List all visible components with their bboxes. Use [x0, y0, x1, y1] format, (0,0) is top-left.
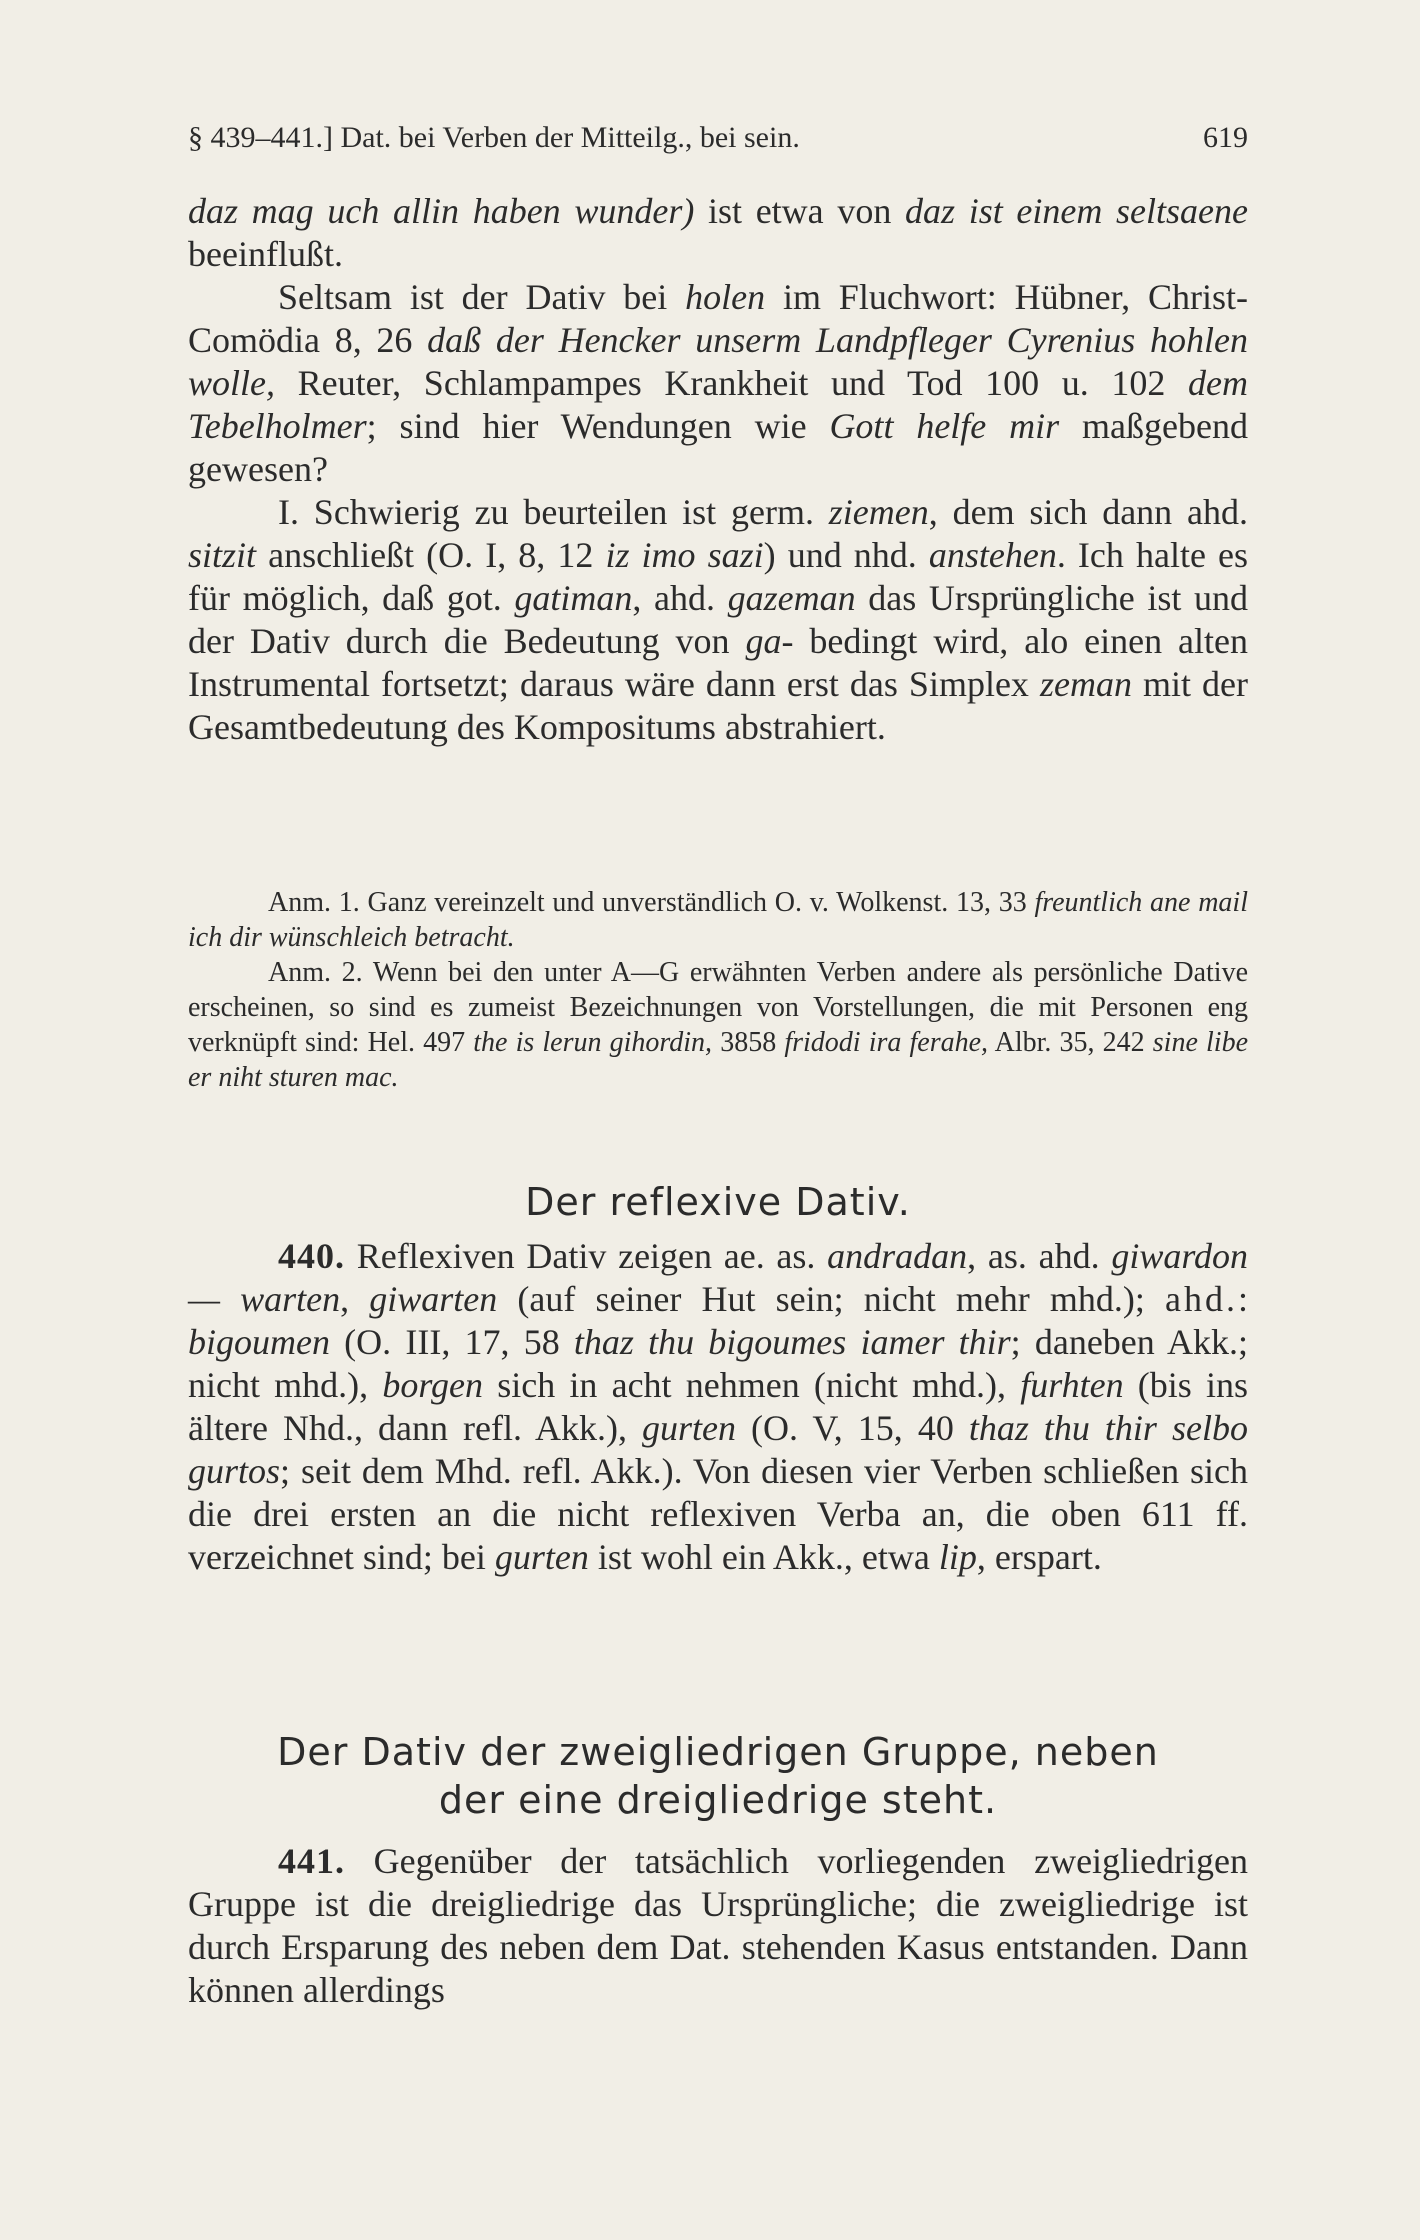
paragraph-441: 441. Gegenüber der tatsächlich vorliegenden zweigliedrigen Gruppe ist die dreigliedrige das Ursprüngliche; die zweigliedrige ist durch Ersparung des neben dem Dat. stehenden Kasus entstanden. Dann können allerdings: [188, 1841, 1248, 2010]
section-number-441: 441.: [278, 1841, 345, 1881]
running-head-text: § 439–441.] Dat. bei Verben der Mitteilg., bei sein.: [188, 121, 800, 154]
heading-line-2: der eine dreigliedrige steht.: [438, 1778, 998, 1822]
note-anm-1: Anm. 1. Ganz vereinzelt und unverständlich O. v. Wolkenst. 13, 33 freuntlich ane mail ich dir wünschleich betracht.: [188, 887, 1248, 953]
paragraph-holen: Seltsam ist der Dativ bei holen im Fluchwort: Hübner, Christ-Comödia 8, 26 daß der Hencker unserm Landpfleger Cyrenius hohlen wolle, Reuter, Schlampampes Krankheit und Tod 100 u. 102 dem Tebelholmer; sind hier Wendungen wie Gott helfe mir maßgebend gewesen?: [188, 277, 1249, 489]
heading-line-1: Der Dativ der zweigliedrigen Gruppe, neben: [277, 1730, 1159, 1774]
note-anm-2: Anm. 2. Wenn bei den unter A—G erwähnten Verben andere als persönliche Dative erscheinen, so sind es zumeist Bezeichnungen von Vorstellungen, die mit Personen eng verknüpft sind: Hel. 497 the is lerun gihordin, 3858 fridodi ira ferahe, Albr. 35, 242 sine libe er niht sturen mac.: [188, 957, 1248, 1093]
section-441: [188, 1840, 1248, 2012]
page-number: 619: [1203, 121, 1248, 154]
main-text: [188, 190, 1248, 749]
running-header: [188, 118, 1248, 158]
section-heading-zweigliedrig: [188, 1728, 1248, 1824]
section-heading-reflexive: [188, 1178, 1248, 1226]
paragraph-ziemen: I. Schwierig zu beurteilen ist germ. ziemen, dem sich dann ahd. sitzit anschließt (O. I, 8, 12 iz imo sazi) und nhd. anstehen. Ich halte es für möglich, daß got. gatiman, ahd. gazeman das Ursprüngliche ist und der Dativ durch die Bedeutung von ga- bedingt wird, alo einen alten Instrumental fortsetzt; daraus wäre dann erst das Simplex zeman mit der Gesamtbedeutung des Kompositums abstrahiert.: [188, 492, 1248, 747]
notes: [188, 885, 1248, 1095]
paragraph-continuation: daz mag uch allin haben wunder) ist etwa von daz ist einem seltsaene beeinflußt.: [188, 191, 1248, 274]
section-number-440: 440.: [278, 1236, 345, 1276]
heading-reflexive-dativ: Der reflexive Dativ.: [525, 1180, 911, 1224]
paragraph-440: 440. Reflexiven Dativ zeigen ae. as. andradan, as. ahd. giwardon — warten, giwarten (auf seiner Hut sein; nicht mehr mhd.); ahd.: bigoumen (O. III, 17, 58 thaz thu bigoumes iamer thir; daneben Akk.; nicht mhd.), borgen sich in acht nehmen (nicht mhd.), furhten (bis ins ältere Nhd., dann refl. Akk.), gurten (O. V, 15, 40 thaz thu thir selbo gurtos; seit dem Mhd. refl. Akk.). Von diesen vier Verben schließen sich die drei ersten an die nicht reflexiven Verba an, die oben 611 ff. verzeichnet sind; bei gurten ist wohl ein Akk., etwa lip, erspart.: [188, 1236, 1249, 1577]
section-440: [188, 1235, 1248, 1579]
